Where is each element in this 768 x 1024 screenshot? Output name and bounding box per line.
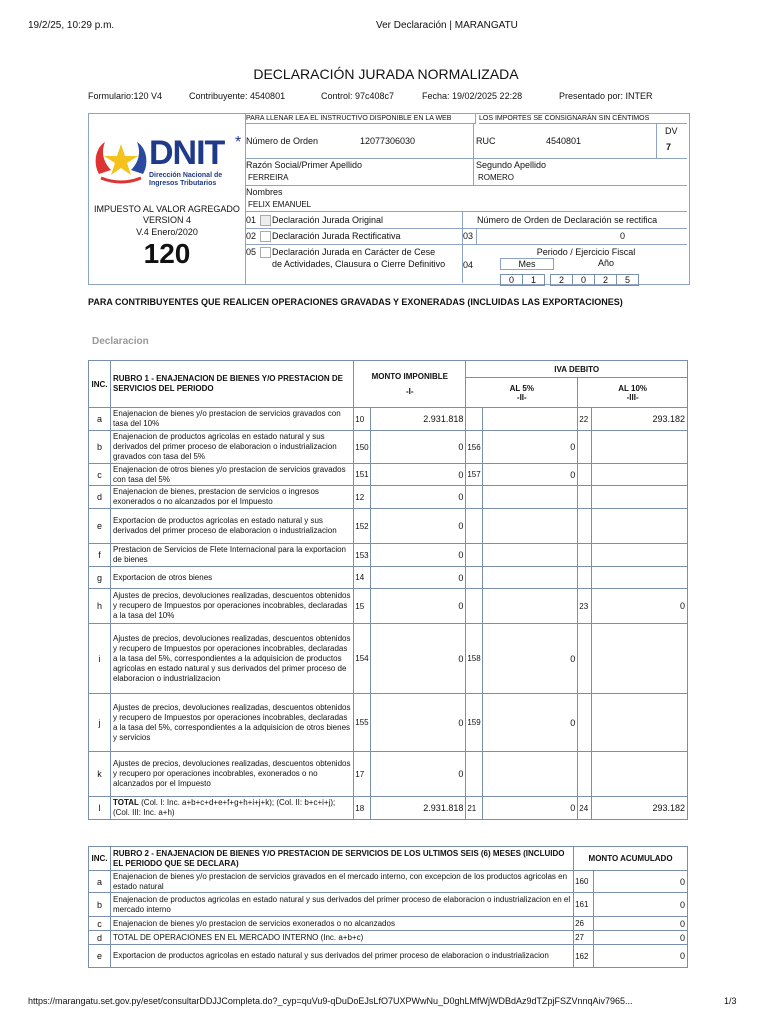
code-cell: 12 (354, 486, 370, 509)
row-inc: b (89, 893, 111, 917)
row-desc: Enajenacion de bienes y/o prestacion de servicios gravados en el mercado interno, con excepcion de los productos agricolas en estado natural (110, 871, 573, 893)
original-checkbox[interactable] (260, 215, 271, 226)
al5-header (466, 378, 578, 408)
rubro2-table (88, 846, 688, 968)
al5-cell (482, 752, 578, 797)
code-04: 04 (463, 260, 474, 270)
periodo-digit: 2 (594, 274, 617, 286)
al5-cell: 0 (482, 694, 578, 752)
version-label: V.4 Enero/2020 (136, 227, 198, 237)
row-desc-bold: TOTAL (112, 798, 139, 807)
dnit-logo-text: DNIT (149, 134, 225, 172)
code-cell: 153 (354, 544, 370, 567)
rectificativa-row (246, 229, 687, 245)
page-title: DECLARACIÓN JURADA NORMALIZADA (253, 66, 519, 82)
al10-cell (592, 567, 688, 589)
code-cell: 152 (354, 509, 370, 544)
al10-cell (592, 624, 688, 694)
al5-cell: 0 (482, 464, 578, 486)
code-cell: 159 (466, 694, 482, 752)
dv-label: DV (665, 126, 678, 136)
monto-acumulado-cell: 0 (594, 945, 688, 968)
al10-cell (592, 509, 688, 544)
al10-col: -III- (626, 392, 639, 402)
code-cell: 14 (354, 567, 370, 589)
monto-acumulado-cell: 0 (594, 917, 688, 931)
nombres-value: FELIX EMANUEL (248, 200, 312, 209)
original-row (246, 212, 687, 229)
monto-cell: 0 (370, 431, 466, 464)
rubro1-row (89, 486, 688, 509)
print-datetime: 19/2/25, 10:29 p.m. (28, 20, 115, 31)
monto-cell: 0 (370, 589, 466, 624)
row-inc: d (89, 486, 111, 509)
print-page-number: 1/3 (724, 996, 737, 1006)
al5-cell (482, 408, 578, 431)
al10-cell: 293.182 (592, 408, 688, 431)
row-desc: Enajenacion de productos agricolas en estado natural y sus derivados del primer proceso de elaboracion o industrializacion gravados con tasa del 5% (112, 432, 337, 461)
row-inc: h (89, 589, 111, 624)
razon-label: Razón Social/Primer Apellido (246, 160, 363, 170)
monto-acumulado-header: MONTO ACUMULADO (574, 847, 688, 871)
periodo-label: Periodo / Ejercicio Fiscal (536, 247, 636, 257)
code-cell (578, 544, 592, 567)
fecha-label: Fecha: 19/02/2025 22:28 (422, 91, 523, 101)
al5-cell (482, 589, 578, 624)
code-cell: 157 (466, 464, 482, 486)
code-cell: 151 (354, 464, 370, 486)
code-cell (578, 752, 592, 797)
rubro2-row (89, 871, 688, 893)
code-01: 01 (246, 215, 257, 225)
code-cell: 160 (574, 871, 594, 893)
monto-cell: 0 (370, 544, 466, 567)
rubro2-row (89, 945, 688, 968)
al5-cell: 0 (482, 624, 578, 694)
row-desc: Ajustes de precios, devoluciones realizadas, descuentos obtenidos y recupero de Impuestos por operaciones incobrables, declaradas a la tasa del 10% (112, 591, 351, 620)
al10-cell (592, 694, 688, 752)
code-cell: 18 (354, 797, 370, 820)
instr-right: LOS IMPORTES SE CONSIGNARÁN SIN CÉNTIMOS (479, 114, 687, 124)
code-cell (578, 431, 592, 464)
nro-orden-label: Número de Orden (246, 136, 319, 146)
monto-acumulado-cell: 0 (594, 871, 688, 893)
monto-imponible-col: -I- (406, 387, 414, 396)
anio-label: Año (597, 258, 614, 268)
monto-imponible-header (354, 361, 466, 408)
code-cell (466, 567, 482, 589)
monto-acumulado-cell: 0 (594, 893, 688, 917)
monto-cell: 0 (370, 752, 466, 797)
logo-subtitle-1: Dirección Nacional de (149, 172, 223, 179)
cese-checkbox[interactable] (260, 247, 271, 258)
row-desc: Ajustes de precios, devoluciones realizadas, descuentos obtenidos y recupero de Impuestos por operaciones incobrables, declaradas a la tasa del 5%, correspondientes a la adquisicion de otros bienes y servicios (112, 702, 351, 742)
declaracion-label: Declaracion (92, 336, 149, 347)
rubro1-title: RUBRO 1 - ENAJENACION DE BIENES Y/O PRESTACION DE SERVICIOS DEL PERIODO (110, 361, 353, 408)
iva-debito-header: IVA DEBITO (466, 361, 688, 378)
instr-left: PARA LLENAR LEA EL INSTRUCTIVO DISPONIBLE EN LA WEB (246, 114, 476, 124)
monto-cell: 0 (370, 624, 466, 694)
monto-cell: 2.931.818 (370, 408, 466, 431)
row-desc: Enajenacion de otros bienes y/o prestacion de servicios gravados con tasa del 5% (112, 464, 346, 484)
presentado-label: Presentado por: INTER (559, 91, 653, 101)
monto-cell: 0 (370, 694, 466, 752)
header-form (88, 113, 690, 285)
row-inc: i (89, 624, 111, 694)
print-page-title: Ver Declaración | MARANGATU (376, 20, 518, 31)
rubro1-row (89, 752, 688, 797)
code-cell: 26 (574, 917, 594, 931)
monto-cell: 0 (370, 509, 466, 544)
rubro1-row (89, 589, 688, 624)
rubro1-row (89, 624, 688, 694)
rubro1-row (89, 408, 688, 431)
row-inc: g (89, 567, 111, 589)
original-label: Declaración Jurada Original (272, 215, 384, 225)
segundo-label: Segundo Apellido (476, 160, 547, 170)
row-desc: Enajenacion de bienes, prestacion de servicios o ingresos exonerados o no alcanzados por el Impuesto (112, 487, 319, 506)
row-inc: k (89, 752, 111, 797)
code-cell: 154 (354, 624, 370, 694)
code-cell: 22 (578, 408, 592, 431)
rubro2-title: RUBRO 2 - ENAJENACION DE BIENES Y/O PRESTACION DE SERVICIOS DE LOS ULTIMOS SEIS (6) MESES (INCLUIDO EL PERIODO QUE SE DECLARA) (110, 847, 573, 871)
code-cell: 27 (574, 931, 594, 945)
row-desc: TOTAL DE OPERACIONES EN EL MERCADO INTERNO (Inc. a+b+c) (110, 931, 573, 945)
code-cell: 17 (354, 752, 370, 797)
al10-cell (592, 752, 688, 797)
code-cell: 24 (578, 797, 592, 820)
row-inc: b (89, 431, 111, 464)
code-cell: 10 (354, 408, 370, 431)
code-cell: 158 (466, 624, 482, 694)
row-inc: f (89, 544, 111, 567)
al5-cell (482, 544, 578, 567)
row-desc: Exportacion de otros bienes (112, 572, 213, 582)
rectificativa-checkbox[interactable] (260, 231, 271, 242)
code-cell: 156 (466, 431, 482, 464)
code-cell: 15 (354, 589, 370, 624)
code-cell (466, 589, 482, 624)
rectifica-label: Número de Orden de Declaración se rectifica (477, 215, 658, 225)
row-desc: Ajustes de precios, devoluciones realizadas, descuentos obtenidos y recupero de Impuestos por operaciones incobrables, declaradas a la tasa del 5%, correspondientes a la adquisicion de productos agricolas en estado natural y sus derivados del primer proceso de elaboracion o industrializacion (112, 633, 351, 683)
print-url: https://marangatu.set.gov.py/eset/consultarDDJJCompleta.do?_cyp=quVu9-qDuDoEJsLfO7UXPWwNu_D0ghLMfWjWDBdAz9dTZpjFSZVnnqAiv7965... (28, 996, 633, 1006)
al5-cell: 0 (482, 431, 578, 464)
code-05: 05 (246, 247, 257, 257)
cese-row (246, 245, 687, 283)
al10-cell: 293.182 (592, 797, 688, 820)
mes-label: Mes (500, 258, 554, 270)
code-cell: 162 (574, 945, 594, 968)
code-cell (578, 694, 592, 752)
rubro1-row (89, 544, 688, 567)
dv-value: 7 (666, 142, 672, 152)
impuesto-label: IMPUESTO AL VALOR AGREGADO VERSION 4 (94, 204, 240, 225)
form-number: 120 (143, 238, 191, 269)
rectificativa-label: Declaración Jurada Rectificativa (272, 231, 401, 241)
row-inc: a (89, 871, 111, 893)
al10-cell: 0 (592, 589, 688, 624)
al5-cell (482, 486, 578, 509)
monto-acumulado-cell: 0 (594, 931, 688, 945)
row-desc: Enajenacion de bienes y/o prestacion de servicios gravados con tasa del 10% (112, 409, 341, 428)
nombres-row (246, 186, 687, 212)
code-cell (578, 624, 592, 694)
monto-cell: 0 (370, 567, 466, 589)
row-inc: c (89, 917, 111, 931)
contribuyente-label: Contribuyente: 4540801 (189, 91, 286, 101)
dnit-emblem-icon (91, 134, 151, 186)
row-desc: Prestacion de Servicios de Flete Internacional para la exportacion de bienes (112, 545, 347, 564)
rectifica-value: 0 (620, 231, 626, 241)
rubro1-row (89, 694, 688, 752)
orden-row (246, 124, 687, 159)
rubro1-table (88, 360, 688, 820)
periodo-digit: 5 (616, 274, 639, 286)
code-cell (466, 486, 482, 509)
code-cell: 161 (574, 893, 594, 917)
code-cell (578, 486, 592, 509)
razon-row (246, 159, 687, 186)
logo-subtitle-2: Ingresos Tributarios (149, 180, 217, 187)
code-cell (466, 408, 482, 431)
code-cell (578, 509, 592, 544)
al10-header (578, 378, 688, 408)
rubro1-row (89, 509, 688, 544)
logo-panel (89, 114, 246, 284)
rubro2-row (89, 931, 688, 945)
periodo-digit: 0 (500, 274, 523, 286)
rubro1-row (89, 567, 688, 589)
row-inc: j (89, 694, 111, 752)
row-inc: e (89, 509, 111, 544)
code-cell (466, 544, 482, 567)
row-inc: a (89, 408, 111, 431)
razon-value: FERREIRA (248, 173, 289, 182)
code-cell (466, 509, 482, 544)
control-label: Control: 97c408c7 (321, 91, 395, 101)
al10-cell (592, 544, 688, 567)
periodo-digit: 1 (522, 274, 545, 286)
code-02: 02 (246, 231, 257, 241)
al10-cell (592, 431, 688, 464)
row-desc: (Col. I: Inc. a+b+c+d+e+f+g+h+i+j+k); (Col. II: b+c+i+j); (Col. III: Inc. a+h) (112, 798, 336, 817)
form-subtitle: PARA CONTRIBUYENTES QUE REALICEN OPERACIONES GRAVADAS Y EXONERADAS (INCLUIDAS LAS EXPORTACIONES) (88, 297, 623, 307)
code-cell (578, 567, 592, 589)
nro-orden-value: 12077306030 (360, 136, 416, 146)
row-inc: c (89, 464, 111, 486)
al10-label: AL 10% (618, 383, 648, 393)
al5-cell: 0 (482, 797, 578, 820)
row-inc: d (89, 931, 111, 945)
code-cell (578, 464, 592, 486)
ruc-value: 4540801 (546, 136, 582, 146)
code-cell: 150 (354, 431, 370, 464)
segundo-value: ROMERO (478, 173, 514, 182)
monto-cell: 0 (370, 464, 466, 486)
periodo-digit: 2 (550, 274, 573, 286)
code-03: 03 (463, 231, 474, 241)
row-desc: Exportacion de productos agricolas en estado natural y sus derivados del primer proceso de elaboracion o industrializacion (110, 945, 573, 968)
al5-cell (482, 509, 578, 544)
al5-label: AL 5% (509, 383, 534, 393)
row-desc: Exportacion de productos agricolas en estado natural y sus derivados del primer proceso de elaboracion o industrializacion (112, 516, 337, 535)
row-inc: l (89, 797, 111, 820)
row-desc: Enajenacion de productos agricolas en estado natural y sus derivados del primer proceso de elaboracion o industrializacion en el mercado interno (110, 893, 573, 917)
nombres-label: Nombres (246, 187, 283, 197)
rubro1-row (89, 431, 688, 464)
rubro1-row (89, 464, 688, 486)
formulario-label: Formulario:120 V4 (88, 91, 163, 101)
cese-label-1: Declaración Jurada en Carácter de Cese (272, 247, 436, 257)
al5-cell (482, 567, 578, 589)
code-cell: 23 (578, 589, 592, 624)
code-cell (466, 752, 482, 797)
row-desc: Enajenacion de bienes y/o prestacion de servicios exonerados o no alcanzados (110, 917, 573, 931)
code-cell: 155 (354, 694, 370, 752)
al10-cell (592, 486, 688, 509)
ruc-label: RUC (476, 136, 496, 146)
monto-cell: 0 (370, 486, 466, 509)
code-cell: 21 (466, 797, 482, 820)
monto-imponible-label: MONTO IMPONIBLE (371, 372, 448, 381)
rubro1-inc-header: INC. (89, 361, 111, 408)
rubro2-inc-header: INC. (89, 847, 111, 871)
al10-cell (592, 464, 688, 486)
al5-col: -II- (516, 392, 527, 402)
asterisk-icon: * (235, 134, 242, 151)
cese-label-2: de Actividades, Clausura o Cierre Definitivo (272, 259, 446, 269)
rubro2-row (89, 893, 688, 917)
periodo-digits (500, 270, 638, 288)
monto-cell: 2.931.818 (370, 797, 466, 820)
rubro2-row (89, 917, 688, 931)
rubro1-row (89, 797, 688, 820)
row-inc: e (89, 945, 111, 968)
row-desc: Ajustes de precios, devoluciones realizadas, descuentos obtenidos y recupero por operaciones incobrables, exonerados o no alcanzados por el Impuesto (112, 759, 351, 788)
periodo-digit: 0 (572, 274, 595, 286)
